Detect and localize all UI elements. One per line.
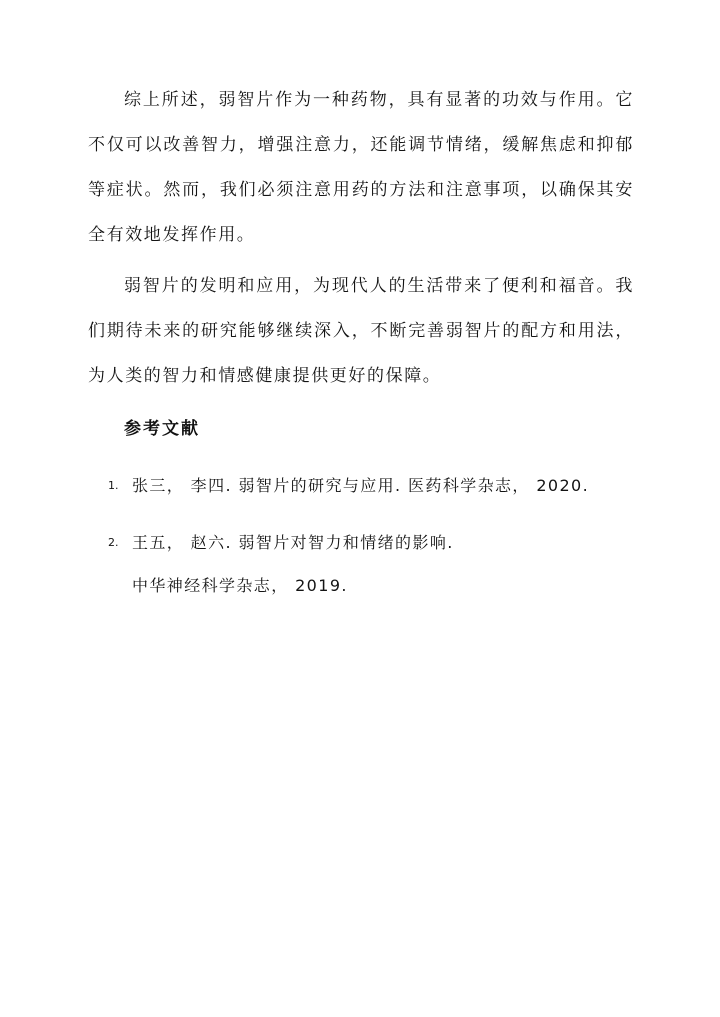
reference-number: 1. [108, 479, 119, 492]
reference-text: 王五， 赵六. 弱智片对智力和情绪的影响. [132, 533, 454, 552]
reference-item [0, 528, 720, 601]
summary-paragraph: 综上所述，弱智片作为一种药物，具有显著的功效与作用。它不仅可以改善智力，增强注意力，还能调节情绪，缓解焦虑和抑郁等症状。然而，我们必须注意用药的方法和注意事项，以确保其安全有效地发挥作用。 [88, 90, 634, 245]
reference-number: 2. [108, 536, 119, 549]
reference-item [0, 471, 720, 528]
reference-text-continuation: 中华神经科学杂志， 2019. [132, 576, 348, 595]
reference-text: 张三， 李四. 弱智片的研究与应用. 医药科学杂志， 2020. [132, 476, 590, 495]
outlook-paragraph: 弱智片的发明和应用，为现代人的生活带来了便利和福音。我们期待未来的研究能够继续深入，不断完善弱智片的配方和用法，为人类的智力和情感健康提供更好的保障。 [88, 276, 634, 386]
references-heading: 参考文献 [124, 419, 200, 439]
references-list [0, 471, 720, 601]
